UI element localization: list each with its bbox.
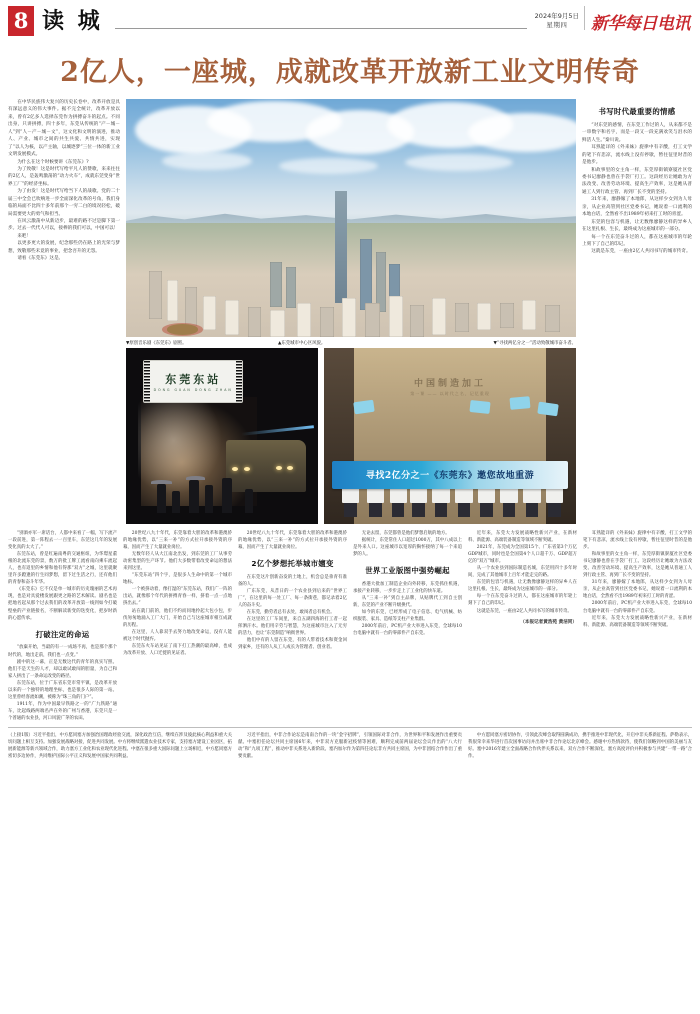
lead-p6: 来吧！ xyxy=(17,233,31,239)
caption-stage: ▼原创音乐剧《东莞东》剧照。 xyxy=(126,341,187,346)
cloud-layer xyxy=(126,99,576,213)
sign-stripe-left xyxy=(144,361,150,401)
event-banner-right: 《东莞东》邀您故地重游 xyxy=(429,471,535,482)
station-signboard xyxy=(143,360,243,402)
subhead-emotion: 书写时代最重要的情感 xyxy=(598,107,676,116)
col5-p3: 如今的东莞，已经形成了电子信息、电气机械、纺织服装、家具、造纸等支柱产业集群。 xyxy=(353,610,462,623)
col6-p5: 东莞的包容与机遇，让无数像廖静这样的异乡人在这里扎根、生长，最终成为这座城市的一部分。 xyxy=(582,219,692,233)
masthead-rule xyxy=(111,6,527,36)
event-banner-left: 寻找2亿分之一 xyxy=(365,471,430,482)
col3-p7: 东莞东火车站见证了南下打工热潮的最高峰，也成为改革开放、人口迁徙的见证者。 xyxy=(123,643,232,656)
secondary-photos xyxy=(126,348,576,524)
body-area xyxy=(0,99,700,524)
publication-date: 2024年9月5日 xyxy=(534,12,579,20)
date-block xyxy=(535,6,585,30)
station-sign-chinese: 东莞东站 xyxy=(165,373,222,387)
col6-b3: 31年来，廖静嫁了本地郎，从这样少女到为人母亲，从企业高管到社区党委书记，她说着一口流利的本地白话，全然看不出1989年初来打工时的青涩。 xyxy=(583,580,692,600)
col6-tail-3: 这就是东莞，一座由2亿人共同书写的城市传奇。 xyxy=(476,608,572,614)
col2-p3: 东莞东站，位于广东省东莞市常平镇，是改革开放以来的一个独特的地理坐标，也是很多人际的第一站。这里曾经客流如潮，被称为“珠三角的门户”。 xyxy=(8,680,117,700)
col6-b5: 近年来，东莞大力发展战略性新兴产业，在新材料、新能源、高端装备制造等领域不断突破。 xyxy=(583,615,692,628)
column-1 xyxy=(8,530,117,722)
col3-p3: “东莞东站”四个字，是很多人生命中的第一个城市地标。 xyxy=(123,573,232,586)
col3-p2: 无数年轻人从大江南北出发，到东莞的工厂从事劳动密集型的生产环节。他们大多数带着改变命运的想法来到这里。 xyxy=(123,552,232,572)
col5-p6: 2021年，东莞成为全国第15个、广东省第3个万亿GDP城市，同时也是全国第4个人口超千万、GDP超万亿的“双万”城市。 xyxy=(468,545,577,565)
col6-p6: 每一个在东莞奋斗过的人，都在这座城市的年轮上刻下了自己的印记。 xyxy=(582,234,692,247)
photo-event-group xyxy=(324,348,576,524)
lower-columns xyxy=(0,524,700,722)
footer-divider xyxy=(8,727,692,728)
stage-actor xyxy=(157,484,167,514)
weekday: 星期四 xyxy=(546,20,568,29)
col1-p1: “别酒亦军一席话台，人都中来看了一幅，写下流产一段前进，第一阵程去一一百里车，东莞这几年的发展变化真的太大了。” xyxy=(8,531,117,551)
stadium-track xyxy=(162,323,203,336)
col5-p1: 香港大批加工制造企业向外转移，东莞抓住机遇，承接产业转移，一步步走上了工业化的快车道。 xyxy=(353,582,462,595)
article-credit: （本报记者黄浩苑 黄洁同） xyxy=(520,619,577,625)
caption-row xyxy=(126,337,576,348)
footer-column-1 xyxy=(8,732,232,761)
stage-actor xyxy=(222,478,232,513)
landmark-tower xyxy=(335,191,347,303)
column-3 xyxy=(238,530,347,722)
col4-p1: 在东莞这片创新奋发的土地上，机会总是垂青有准备的人。 xyxy=(238,574,347,588)
stage-actor xyxy=(205,485,214,513)
col5-p5: 近年来，东莞大力发展战略性新兴产业，在新材料、新能源、高端装备制造等领域不断突破。 xyxy=(468,531,577,544)
sign-stripe-right xyxy=(236,361,242,401)
col3-p6: 在这里，人人靠双手去努力地改变命运，没有人能被这个时代抛弃。 xyxy=(123,629,232,642)
stage-actor xyxy=(245,489,253,514)
col6-tail-1: 东莞的包容与机遇，让无数像廖静这样的异乡人在这里扎根、生长，最终成为这座城市的一部分。 xyxy=(468,580,577,593)
masthead xyxy=(0,0,700,44)
subhead-destiny: 打破注定的命运 xyxy=(35,629,90,639)
column-5 xyxy=(468,530,577,722)
stage-umbrella xyxy=(151,480,172,484)
city-ground xyxy=(126,223,576,337)
caption-city: ▲东莞城市中心区风貌。 xyxy=(278,341,326,346)
col6-p1: “对东莞的感情，在东莞工作过的人，从来都不是一串数字和名字，而是一段又一段充满欢笑与泪水的鲜活人生。”秦川说。 xyxy=(582,122,692,143)
lead-p7: 以更多更大的发展，纪念那些仍在路上的光荣与梦想，致敬那些未竟的事业，把念吾升的无怨。 xyxy=(8,241,120,254)
col6-tail-2: 每一个在东莞奋斗过的人，都在这座城市的年轮上刻下了自己的印记。 xyxy=(468,594,577,607)
event-placard xyxy=(537,401,559,416)
station-sign-pinyin: DONG GUAN DONG ZHAN xyxy=(153,388,233,393)
footer-c1: （上接1版）习近平指出，中方愿同塞方加强治国理政经验交流，深化政治互信，继续在涉及彼此核心利益和重大关切问题上相互支持。加强发展战略对接，促进共同发展。中方将继续派遣农业技术专家，支持塞方建设工业园区，拓展新能源等新兴领域合作，助力塞方工业化和农业现代化进程。中塞在很多重大国际问题上立场相近，中方愿同塞方密切多边协作，共同维护国际公平正义和发展中国家共同利益。 xyxy=(8,732,232,760)
col2-p4: 1911年，作为中国最早铁路之一的“广九铁路”通车，比起线路两端名声在外的广州与香港，东莞只是一个普通的农业县，河口风貌广茅的农田。 xyxy=(8,701,117,721)
col6-b2: 和故事里的女主角一样，东莞厚街镇寮厦社区党委书记廖静也曾在手袋厂打工。这段经历让她敢为方法改变、改善劳动环境、提高生产效率，这是她从普通工人到行政主管、再到厂长不变的坚持。 xyxy=(583,552,692,579)
footer-column-3 xyxy=(468,732,692,761)
exhibit-wall-subtitle: 第一课 —— 以时代之名，记忆重现 xyxy=(410,391,490,397)
stage-smoke xyxy=(138,401,226,500)
col5-p2: 从“三来一补”到自主品牌，从贴牌代工到自主创新，东莞的产业不断升级换代。 xyxy=(353,596,462,609)
page-number: 8 xyxy=(8,6,34,36)
col2-p1: “放棄开始，当最的有一一成场不再，也是那个那个时代的，地出走前，我们也一点变。” xyxy=(8,645,117,658)
caption-group: ▼“寻找两亿分之一”活动致敬城市奋斗者。 xyxy=(493,341,576,346)
footer-column-2 xyxy=(238,732,462,761)
photo-city-skyline xyxy=(126,99,576,337)
stage-actor xyxy=(189,480,199,513)
col4-p3: 在东莞，勤劳者总有去处，敢闯者总有机会。 xyxy=(246,610,335,616)
lead-column xyxy=(8,99,120,263)
event-placard xyxy=(470,400,491,414)
exhibit-wall-title xyxy=(354,376,546,397)
col6-b1: 耳熟能详的《外来妹》旋律中有辛酸，打工文学的笔下有悲凉，流水线上没有停歇，暂往征里时昔的是他步。 xyxy=(583,531,692,551)
stage-actor xyxy=(172,491,180,514)
lead-p2: 为什么在这个时候要讲《东莞东》? xyxy=(17,159,89,165)
lead-p5: 在风云激荡中从新迈步，最难的路不过是脚下第一步。过去一代代人可以，接棒的我们可以，中国可以！ xyxy=(8,219,120,232)
col4-p6: 无论去留，东莞都曾是他们梦想启航的地方。 xyxy=(361,531,450,536)
media-block xyxy=(126,99,576,524)
lead-p4: 为了由发！这是时代写给当下人的战歌。党的二十届三中全会已吹响进一步全面深化改革的号角，我们身临的局面不比四十多年前那个一穷二白的境况轻松，破局需要更大的勇气和担当。 xyxy=(8,189,120,217)
exhibit-wall-title-text: 中国制造加工 xyxy=(413,379,486,390)
footer-c3: 中方愿同塞方密切协作，引领此次峰会取得圆满成功，携手推进中非现代化，开启中非关系新征程。萨勒表示，我很荣幸来华进行首次国事访问并出席中非合作论坛北京峰会。感谢中方热情款待，使我们领略到中国的美丽与友好。塞中2016年建立全面战略合作伙伴关系以来，双方合作不断深化，塞方高度评价并积极参与共建“一带一路”合作。 xyxy=(468,732,692,760)
lead-p1: 在中华民族伟大复兴的历史长卷中，改革开放是具有深远意义的伟大事件。据不完全统计，改革开放以来，曾有2亿多人选择东莞作为拼搏奋斗的起点。不同出身，只讲拼搏，四十多年，东莞从传统的“产－城－人”到“人－产－城－文”，这文化和文明的演进，推动人、产业、城市之间的共生共爱、共情共进，实现了“以人为核，以产主轴，以城逐梦”三位一体的新工业文明发展模式。 xyxy=(8,100,120,158)
col6-p2: 耳熟能详的《外来妹》旋律中有辛酸，打工文学的笔下有悲凉，流水线上没有停歇，暂往征里时昔的是他步。 xyxy=(582,145,692,166)
col6-b4: 2000年前后，PC机产业大举进入东莞，全球每10台电脑中就有一台的零部件产自东莞。 xyxy=(583,601,692,614)
col2-p2: 剧中的这一幕，正是无数这代的青年的真实写照。他们不是天生的人才，却以敢试敢闯的胆量，为自己和家人拼出了一条命运改变的路径。 xyxy=(8,659,117,679)
section-title: 读 城 xyxy=(42,8,103,34)
col3-p1: 20世纪八九十年代，东莞靠着大胆的改革和港澳侨的地缘优势，以“三来一补”的方式拉开承接外资的序幕，因而产生了大量就业岗位。 xyxy=(123,531,232,551)
stage-umbrella xyxy=(186,476,205,480)
column-4 xyxy=(353,530,462,722)
right-column xyxy=(582,99,692,256)
subhead-dreams: 2亿个梦想托举城市嬗变 xyxy=(251,559,334,569)
footer-continuation xyxy=(0,732,700,761)
col4-p7: 据统计，东莞常住人口超过1000万，其中八成以上是外来人口。这座城市以宽厚的胸怀接纳了每一个来追梦的人。 xyxy=(353,538,462,558)
col3-p4: 一个被挤动着，像打湿的“东莞东站，我们广一阵的出站，就像那个年代的拼搏青春一样，挤着一点一点地挤出去。” xyxy=(123,587,232,607)
stage-train-prop xyxy=(226,440,307,493)
col6-p7: 这就是东莞，一座由2亿人共同书写的城市传奇。 xyxy=(591,249,691,255)
top-row xyxy=(8,99,692,524)
col4-p5: 他们中有的人留在东莞，有的人带着技术和资金回到家乡，还有的人从工人成长为管理者、创业者。 xyxy=(238,638,347,651)
page-headline: 2亿人，一座城，成就改革开放新工业文明传奇 xyxy=(60,57,640,88)
col5-p7: 从一个农业县到国际制造名城，东莞用四十多年时间，完成了其他城市上百年才能走完的路。 xyxy=(468,566,577,579)
col1-p3: 《东莞东》它不仅是单一城市的历史瑰丽的艺术再现，也是对具爱楼发展跟更之路的艺术解读。剧名也是把地名起从那个过去我们的改革开放第一线到如今打破壁垒的产业链接名，不断解读新变的迭变化，把岁时新的心愿传承。 xyxy=(8,587,117,621)
col1-p2: 东莞东站，曾是红遍南粤的交通枢纽，为华璟星董根的北流东莞的景，数万的批工牌工流看南向乘车流起人，也有返里的乡情和他有得那“双方”之城，这里就聚里许多蹬逢的行生同梦想，留下过生活之行，还有他们的青春和奋斗年华。 xyxy=(8,552,117,586)
event-banner xyxy=(332,461,569,489)
col4-intro: 20世纪八九十年代，东莞靠着大胆的改革和港澳侨的地缘优势，以“三来一补”的方式拉开承接外资的序幕，因而产生了大量就业岗位。 xyxy=(238,531,347,551)
paper-logo: 新华每日电讯 xyxy=(591,14,690,34)
col4-p4: 在这里的工厂车间里，来自五湖四海的打工者一起挥洒汗水。他们用辛劳与智慧，为这座城市注入了无穷的活力，也让“东莞制造”响彻世界。 xyxy=(238,617,347,637)
col6-p3: 和故事里的女主角一样，东莞厚街镇寮厦社区党委书记廖静也曾在手袋厂打工。这段经历让她敢为方法改变、改善劳动环境、提高生产效率，这是她从普通工人到行政主管、再到厂长不变的坚持。 xyxy=(582,167,692,195)
col3-p5: 站在就门前的，他们不约而同地拎起大包小包，步伐匆匆地涌入工厂大门，开始自己与这座城市相互成就的历程。 xyxy=(123,608,232,628)
col4-p2: 广东东莞，从昔日的一个农业县到后来的“世界工厂”，在这里的每一处工厂、每一条街巷，都记录着2亿人的奋斗史。 xyxy=(238,589,347,609)
col6-p4: 31年来，廖静嫁了本地郎，从这样少女到为人母亲，从企业高管到社区党委书记，她说着一口流利的本地白话，全然看不出1989年初来打工时的青涩。 xyxy=(582,197,692,218)
footer-c2: 习近平指出，中非合作论坛是南南合作的一块“金字招牌”，引领国际对非合作，为世界和平和发展作出重要贡献。中塞担任论坛共同主席国6年来，中非双方克服新冠疫情等困难，顺利完成前两届论坛会议作出的“八大行动”和“九项工程”，推动中非关系进入新阶段。塞内加尔作为第四任论坛非方共同主席国，为中非团结合作作出了重要贡献。 xyxy=(238,732,462,760)
column-6 xyxy=(583,530,692,722)
column-2 xyxy=(123,530,232,722)
photo-musical-stage xyxy=(126,348,318,524)
lead-p8: 请看《东莞东》这是。 xyxy=(17,256,64,262)
event-placard xyxy=(510,396,531,410)
col5-p4: 2000年前后，PC机产业大举进入东莞，全球每10台电脑中就有一台的零部件产自东莞。 xyxy=(353,624,462,637)
lead-p3: 为了致敬！这是时代写给平凡人的赞歌，来来往往的2亿人，是轰鸣激荡的“动力火车”，成就东莞变身“世界工厂”的经济坐标。 xyxy=(8,166,120,187)
subhead-industry: 世界工业版图中强势崛起 xyxy=(365,566,450,576)
